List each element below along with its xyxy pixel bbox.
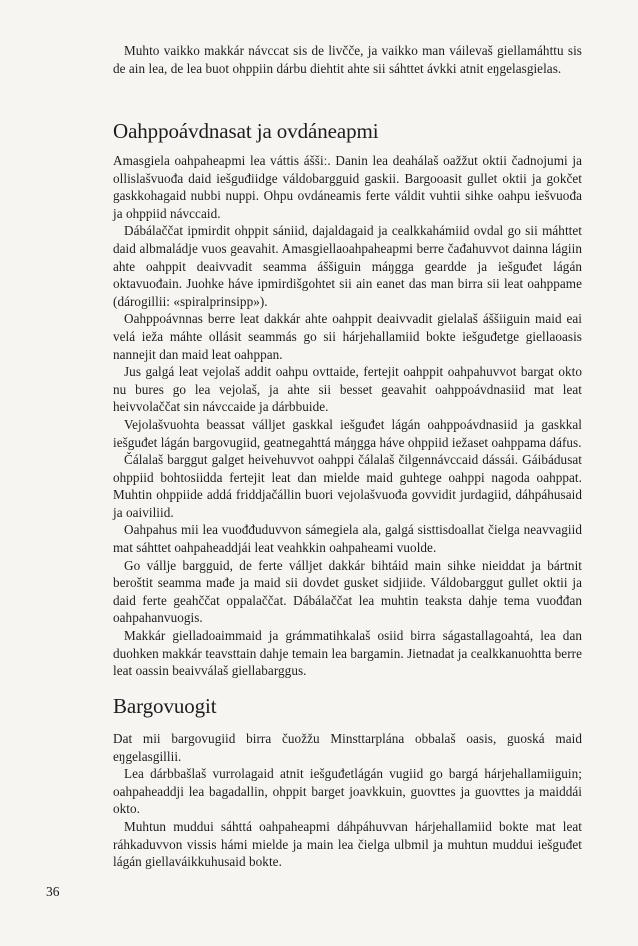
intro-block xyxy=(113,42,582,77)
section1-paragraph: Dábálaččat ipmirdit ohppit sániid, dajaldagaid ja cealkkahámiid ovdal go sii máhttet daid albmaládje vuos geavahit. Amasgiellaoahpaheapmi berre čađahuvvot dainna lágiin ahte oahppit deaivvadit seamma áššiguin máŋgga geardde ja iešguđet lágán oktavuođain. Juohke háve ipmirdišgohtet sii ain eanet das man birra sii leat oahppame (dárogillii: «spiralprinsipp»). xyxy=(113,223,582,309)
section1-paragraph: Makkár gielladoaimmaid ja grámmatihkalaš osiid birra ságastallagoahtá, lea dan duohken makkár teavsttain dahje temain lea bargamin. Jietnadat ja cealkkanuohtta berre leat oassin beaivválaš giellabarggus. xyxy=(113,628,582,679)
section2-paragraph: Muhtun muddui sáhttá oahpaheapmi dáhpáhuvvan hárjehallamiid bokte mat leat ráhkaduvvon vissis hámi mielde ja main lea čielga ulbmil ja muhtun muddui iešguđet lágán giellaváikkuhusaid bokte. xyxy=(113,818,582,870)
section2-body xyxy=(113,730,582,871)
section1-paragraph: Go vállje bargguid, de ferte válljet dakkár bihtáid main sihke nieiddat ja bártnit beroštit seamma mađe ja maid sii dovdet gusket sidjiide. Váldobarggut gullet oktii ja daid ferte geahččat oppalaččat. Dábálaččat lea muhtin teaksta dahje tema vuođđan oahpahanvuogis. xyxy=(113,557,582,626)
section1-paragraph: Jus galgá leat vejolaš addit oahpu ovttaide, fertejit oahppit oahpahuvvot bargat okto nu bures go lea vejolaš, ja ahte sii besset geavahit oahppoávdnasiid mat leat heivvolaččat sin návccaide ja dárbbuide. xyxy=(113,364,582,415)
intro-paragraph: Muhto vaikko makkár návccat sis de livčče, ja vaikko man váilevaš giellamáhttu sis de ain lea, de lea buot ohppiin dárbu diehtit ahte sii sáhttet ávkki atnit eŋgelasgielas. xyxy=(113,43,582,76)
page-number: 36 xyxy=(46,884,60,899)
section-heading-2 xyxy=(113,694,582,718)
section1-body xyxy=(113,152,582,680)
section1-paragraph: Oahpahus mii lea vuođđuduvvon sámegiela ala, galgá sisttisdoallat čielga neavvagiid mat sáhttet oahpaheaddjái leat veahkkin oahpaheami vuolde. xyxy=(113,522,582,556)
section2-paragraph: Lea dárbbašlaš vurrolagaid atnit iešguđetlágán vugiid go bargá hárjehallamiiguin; oahpaheaddji lea bagadallin, ohppit barget joavkkuin, guovttes ja guovttes ja maiddái okto. xyxy=(113,766,582,817)
section2-paragraph: Dat mii bargovugiid birra čuožžu Minsttarplána obbalaš oasis, guoská maid eŋgelasgillii. xyxy=(113,731,582,764)
section2-heading: Bargovuogit xyxy=(113,694,217,718)
section1-paragraph: Amasgiela oahpaheapmi lea váttis áššiː. Danin lea deahálaš oažžut oktii čadnojumi ja ollislašvuođa daid iešguđiidge váldobargguid gaskii. Bargooasit gullet oktii ja gokčet gaskkohagaid nubbi nuppi. Ohpu ovdáneamis ferte váldit vuhtii sihke oahpu iešvuođa ja ohppiid návccaid. xyxy=(113,153,582,221)
section1-paragraph: Vejolašvuohta beassat válljet gaskkal iešguđet lágán oahppoávdnasiid ja gaskkal iešguđet lágán bargovugiid, geatnegahttá máŋgga háve ohppiid iežaset oahppama dáfus. xyxy=(113,416,582,450)
section1-paragraph: Čálalaš barggut galget heivehuvvot oahppi čálalaš čilgennávccaid dássái. Gáibádusat ohppiid bohtosiidda fertejit leat dan mielde maid guhtege oahppi nagoda oahppat. Muhtin ohppiide addá friddjačállin buori vejolašvuođa govvidit jurdagiid, dáhpáhusaid ja oaiviliid. xyxy=(113,452,582,520)
section1-heading: Oahppoávdnasat ja ovdáneapmi xyxy=(113,119,379,143)
section1-paragraph: Oahppoávnnas berre leat dakkár ahte oahppit deaivvadit gielalaš áššiiguin maid eai velá ieža máhte ollásit seammás go sii hárjehallamiid bokte iešguđetge giellaoasis nannejit dan maid leat oahppan. xyxy=(113,311,582,362)
section-heading-1 xyxy=(113,119,582,143)
